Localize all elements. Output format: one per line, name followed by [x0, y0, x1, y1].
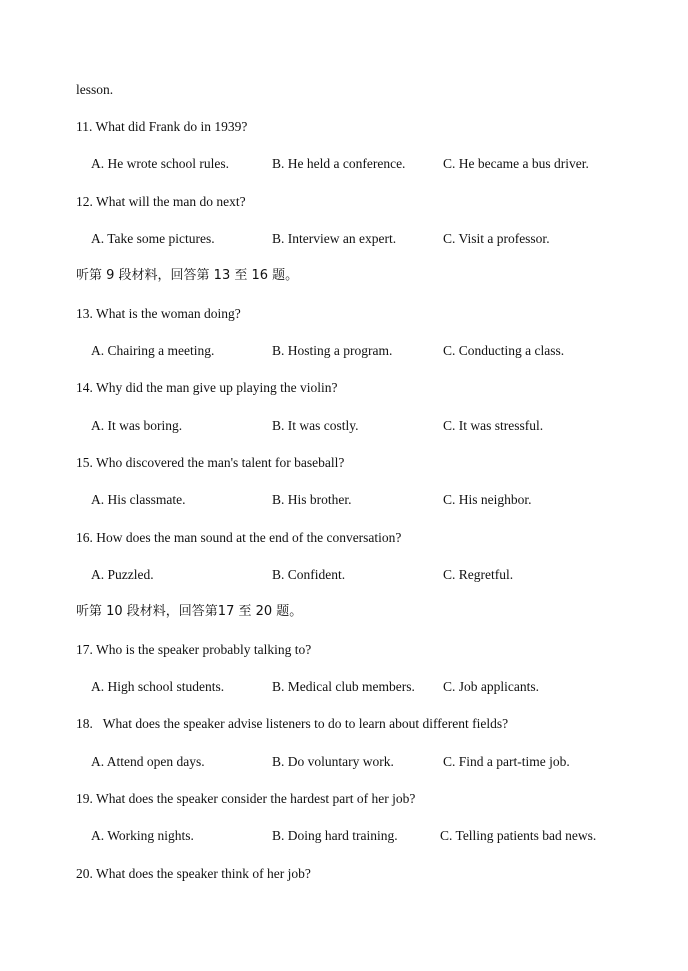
section-10-heading: 听第 10 段材料，回答第17 至 20 题。: [76, 604, 303, 619]
option-b: B. He held a conference.: [272, 156, 406, 171]
question-20: 20. What does the speaker think of her job?: [76, 866, 311, 881]
question-13-options: [0, 341, 688, 361]
question-12-options: [0, 229, 688, 249]
question-14: 14. Why did the man give up playing the violin?: [76, 380, 338, 395]
option-b: B. It was costly.: [272, 418, 359, 433]
question-19: 19. What does the speaker consider the hardest part of her job?: [76, 791, 416, 806]
question-16: 16. How does the man sound at the end of the conversation?: [76, 530, 402, 545]
option-c: C. Regretful.: [443, 567, 514, 582]
option-a: A. It was boring.: [91, 418, 183, 433]
option-c: C. It was stressful.: [443, 418, 544, 433]
option-b: B. His brother.: [272, 492, 352, 507]
option-b: B. Confident.: [272, 567, 346, 582]
option-a: A. He wrote school rules.: [91, 156, 229, 171]
intro-tail: lesson.: [76, 82, 114, 97]
option-a: A. High school students.: [91, 679, 225, 694]
question-15-options: [0, 490, 688, 510]
option-c: C. Find a part-time job.: [443, 754, 570, 769]
option-b: B. Hosting a program.: [272, 343, 393, 358]
option-c: C. Telling patients bad news.: [440, 828, 597, 843]
question-13: 13. What is the woman doing?: [76, 306, 241, 321]
question-11: 11. What did Frank do in 1939?: [76, 119, 248, 134]
option-c: C. Conducting a class.: [443, 343, 565, 358]
section-9-heading: 听第 9 段材料，回答第 13 至 16 题。: [76, 268, 299, 283]
option-b: B. Doing hard training.: [272, 828, 398, 843]
option-c: C. Job applicants.: [443, 679, 539, 694]
question-16-options: [0, 565, 688, 585]
option-c: C. He became a bus driver.: [443, 156, 589, 171]
option-a: A. Puzzled.: [91, 567, 154, 582]
question-11-options: [0, 154, 688, 174]
question-17: 17. Who is the speaker probably talking to?: [76, 642, 312, 657]
option-b: B. Interview an expert.: [272, 231, 397, 246]
option-b: B. Medical club members.: [272, 679, 415, 694]
option-a: A. Take some pictures.: [91, 231, 215, 246]
question-12: 12. What will the man do next?: [76, 194, 246, 209]
option-a: A. Attend open days.: [91, 754, 205, 769]
option-a: A. Working nights.: [91, 828, 194, 843]
question-15: 15. Who discovered the man's talent for baseball?: [76, 455, 345, 470]
question-14-options: [0, 416, 688, 436]
option-a: A. His classmate.: [91, 492, 186, 507]
question-17-options: [0, 677, 688, 697]
option-a: A. Chairing a meeting.: [91, 343, 215, 358]
option-b: B. Do voluntary work.: [272, 754, 394, 769]
question-18: 18. What does the speaker advise listeners to do to learn about different fields?: [76, 716, 509, 731]
question-18-options: [0, 752, 688, 772]
option-c: C. His neighbor.: [443, 492, 532, 507]
question-19-options: [0, 826, 688, 846]
option-c: C. Visit a professor.: [443, 231, 550, 246]
